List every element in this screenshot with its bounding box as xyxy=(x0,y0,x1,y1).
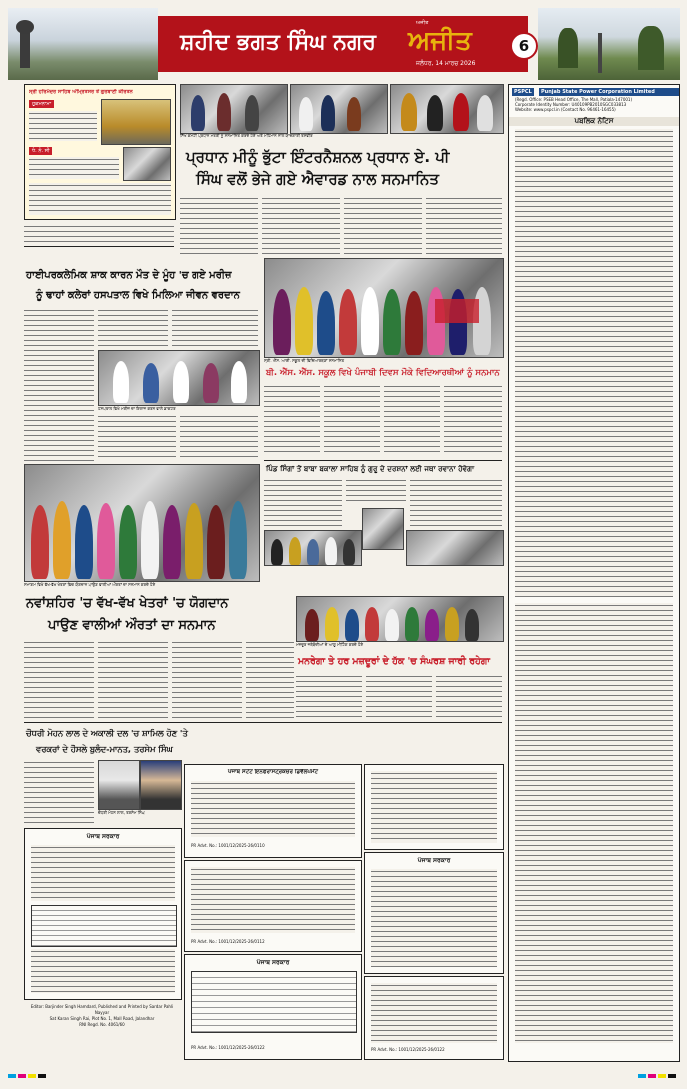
hospital-photo xyxy=(98,350,260,406)
gurbani-ad-person-photo xyxy=(123,147,171,181)
press-footer xyxy=(24,1004,180,1060)
story-4-col-3 xyxy=(410,478,502,528)
story-6-col-3 xyxy=(436,674,502,718)
punjab-sarkar-ad-left xyxy=(24,828,182,1000)
headline-7-line-2: ਵਰਕਰਾਂ ਦੇ ਹੌਸਲੇ ਬੁਲੰਦ-ਮਾਨਤ, ਤਰਸੇਮ ਸਿੰਘ xyxy=(36,744,173,754)
jatha-group-photo-2 xyxy=(406,530,504,566)
top-photo-1 xyxy=(180,84,288,134)
story-5-col-1 xyxy=(24,640,94,718)
pspcl-notice xyxy=(508,84,680,1062)
pspcl-logo: PSPCL xyxy=(514,89,532,95)
story-4-col-1 xyxy=(264,478,342,528)
pspcl-cin: Corporate Identity Number: U40109PB2010SGC033813 xyxy=(515,102,627,107)
headline-5-line-2: ਪਾਉਣ ਵਾਲੀਆਂ ਔਰਤਾਂ ਦਾ ਸਨਮਾਨ xyxy=(48,618,216,633)
print-color-bar xyxy=(8,1072,680,1080)
notice-ad-right-3-pr-no: PR Advt. No.: 1001/12/2025-26/0122 xyxy=(371,1047,445,1052)
tender-ad xyxy=(184,860,362,952)
gurbani-ad-label-2: ਧੰ. ਨੰ. ਸੀ xyxy=(29,147,52,155)
story-3-col-2 xyxy=(324,384,380,456)
press-code: RNI Regd. No. 4061/60 xyxy=(79,1022,125,1027)
women-photo-caption: ਸਮਾਗਮ ਵਿਖੇ ਵੱਖ-ਵੱਖ ਖੇਤਰਾਂ ਵਿਚ ਯੋਗਦਾਨ ਪਾਉਣ ਵਾਲੀਆਂ ਔਰਤਾਂ ਦਾ ਸਨਮਾਨ ਕਰਦੇ ਹੋਏ xyxy=(24,582,156,587)
headline-7-line-1: ਚੌਧਰੀ ਮੋਹਨ ਲਾਲ ਦੇ ਅਕਾਲੀ ਦਲ 'ਚ ਸ਼ਾਮਿਲ ਹੋਣ 'ਤੇ xyxy=(26,728,188,738)
story-1-col-3 xyxy=(344,196,422,256)
gurbani-ad-text xyxy=(29,111,97,141)
press-line-2: Sat Karan Singh Rai, Plot No. 1, Mall Road, Jalandhar xyxy=(49,1016,155,1021)
pspcl-regd-office: (Regd. Office: PSEB Head Office, The Mall, Patiala-147001) xyxy=(515,97,633,102)
story-6-col-1 xyxy=(296,674,362,718)
jatha-small-photo xyxy=(362,508,404,550)
leader-photo-caption: ਚੌਧਰੀ ਮੋਹਨ ਲਾਲ, ਤਰਸੇਮ ਸਿੰਘ xyxy=(98,810,145,815)
headline-2-line-2: ਨੂੰ ਢਾਹਾਂ ਕਲੇਰਾਂ ਹਸਪਤਾਲ ਵਿਖੇ ਮਿਲਿਆ ਜੀਵਨ ਵਰਦਾਨ xyxy=(36,290,240,301)
top-photo-3 xyxy=(390,84,504,134)
section-title: ਸ਼ਹੀਦ ਭਗਤ ਸਿੰਘ ਨਗਰ xyxy=(180,30,377,55)
leader-photo-2 xyxy=(140,760,182,810)
protest-photo-caption: ਮਜ਼ਦੂਰ ਜਥੇਬੰਦੀਆਂ ਦੇ ਆਗੂ ਮੀਟਿੰਗ ਕਰਦੇ ਹੋਏ xyxy=(296,642,364,647)
press-line-1: Editor: Barjinder Singh Hamdard, Published and Printed by Sardar Pahli Nayyar xyxy=(30,1004,174,1015)
infrastructure-ad xyxy=(184,764,362,858)
women-group-photo xyxy=(24,464,260,582)
story-3-col-3 xyxy=(384,384,440,456)
story-1-col-4 xyxy=(426,196,502,256)
top-photo-2 xyxy=(290,84,388,134)
pspcl-notice-title: ਪਬਲਿਕ ਨੋਟਿਸ xyxy=(509,117,679,126)
leader-photo-1 xyxy=(98,760,140,810)
students-photo-caption: ਸ੍ਰੀ. ਐੱਸ. ਆਈ. ਸਕੂਲ ਦੀ ਵਿਦਿਆਰਥਣਾਂ ਸਨਮਾਨਿਤ xyxy=(264,358,345,363)
headline-5-line-1: ਨਵਾਂਸ਼ਹਿਰ 'ਚ ਵੱਖ-ਵੱਖ ਖੇਤਰਾਂ 'ਚ ਯੋਗਦਾਨ xyxy=(26,596,229,611)
headline-2-line-1: ਹਾਈਪਰਕਲੇਮਿਕ ਸ਼ਾਕ ਕਾਰਨ ਮੌਤ ਦੇ ਮੂੰਹ 'ਚ ਗਏ ਮਰੀਜ਼ xyxy=(26,270,232,281)
page-number-badge xyxy=(510,32,538,60)
pspcl-notice-body-2 xyxy=(515,603,673,1043)
masthead-banner xyxy=(158,16,528,72)
story-2-col-3 xyxy=(172,308,258,348)
notice-ad-right-2: ਪੰਜਾਬ ਸਰਕਾਰ xyxy=(364,852,504,974)
brand-small-label: ਅਜੀਤ xyxy=(416,20,429,26)
masthead-right-photo xyxy=(538,8,680,80)
gurbani-ad-text-3 xyxy=(29,183,171,215)
gurbani-ad xyxy=(24,84,176,220)
story-3-col-1 xyxy=(264,384,320,456)
gurbani-ad-text-2 xyxy=(29,157,119,179)
story-1-col-2 xyxy=(262,196,340,256)
tender-ad-pr-no: PR Advt. No.: 1001/12/2025-26/0112 xyxy=(191,939,265,944)
punjab-sarkar-ad-mid xyxy=(184,954,362,1060)
gurbani-ad-label-1: ਹੁਕਮਨਾਮਾ xyxy=(29,100,54,108)
top-photo-caption: ਸਿੱਖ ਕਮੇਟੀ ਪ੍ਰਧਾਨ ਮੰਤਰੀ ਨੂੰ ਸਨਮਾਨਿਤ ਕਰਦੇ ਹੋਏ ਅਤੇ ਮਹਿਮਾਨ ਨਾਲ ਯਾਦਗਾਰੀ ਤਸਵੀਰ xyxy=(180,133,313,138)
masthead-left-photo xyxy=(8,8,158,80)
left-story-text xyxy=(24,224,174,242)
notice-ad-right-1 xyxy=(364,764,504,850)
jatha-group-photo xyxy=(264,530,362,566)
story-5-col-2 xyxy=(98,640,168,718)
date-line: ਜਲੰਧਰ, 14 ਮਾਰਚ 2026 xyxy=(416,60,476,67)
story-3-col-4 xyxy=(444,384,502,456)
story-1-col-1 xyxy=(180,196,258,256)
pspcl-website: Website: www.pspcl.in (Contact No. 96461-16455) xyxy=(515,107,616,112)
gurbani-ad-title: ਸ੍ਰੀ ਹਰਿਮੰਦਰ ਸਾਹਿਬ ਅੰਮ੍ਰਿਤਸਰ ਤੋਂ ਗੁਰਬਾਣੀ ਕੀਰਤਨ xyxy=(29,89,133,95)
golden-temple-photo xyxy=(101,99,171,145)
headline-4: ਪਿੰਡ ਸਿੰਗਾਂ ਤੋਂ ਬਾਬਾ ਬਕਾਲਾ ਸਾਹਿਬ ਨੂੰ ਗੁਰੂ ਦੇ ਦਰਸ਼ਨਾਂ ਲਈ ਜਥਾ ਰਵਾਨਾ ਹੋਵੇਗਾ xyxy=(266,464,475,473)
infrastructure-ad-pr-no: PR Advt. No.: 1001/12/2025-26/0110 xyxy=(191,843,265,848)
punjab-sarkar-ad-mid-title: ਪੰਜਾਬ ਸਰਕਾਰ xyxy=(256,959,290,966)
infrastructure-ad-title: ਪੰਜਾਬ ਸਟੇਟ ਇਨਫਰਾਸਟ੍ਰਕਚਰ ਡਿਵੈਲਪਮੈਂਟ xyxy=(227,769,319,775)
story-2-col-4 xyxy=(98,414,176,460)
notice-ad-right-3 xyxy=(364,976,504,1060)
masthead xyxy=(8,8,680,80)
story-5-col-3 xyxy=(172,640,242,718)
punjab-sarkar-ad-left-title: ਪੰਜਾਬ ਸਰਕਾਰ xyxy=(86,833,120,840)
protest-photo xyxy=(296,596,504,642)
punjab-sarkar-ad-mid-pr-no: PR Advt. No.: 1001/12/2025-26/0122 xyxy=(191,1045,265,1050)
students-group-photo xyxy=(264,258,504,358)
headline-1-line-2: ਸਿੰਘ ਵਲੋਂ ਭੇਜੇ ਗਏ ਐਵਾਰਡ ਨਾਲ ਸਨਮਾਨਿਤ xyxy=(196,170,439,188)
headline-6: ਮਨਰੇਗਾ ਤੇ ਹਰ ਮਜ਼ਦੂਰਾਂ ਦੇ ਹੱਕ 'ਚ ਸੰਘਰਸ਼ ਜਾਰੀ ਰਹੇਗਾ xyxy=(298,656,490,667)
pspcl-notice-body-1 xyxy=(515,129,673,597)
story-4-col-2 xyxy=(346,478,406,504)
pspcl-company-name: Punjab State Power Corporation Limited xyxy=(539,88,679,96)
headline-1-line-1: ਪ੍ਰਧਾਨ ਮੀਨੂੰ ਭੁੱਟਾ ਇੰਟਰਨੈਸ਼ਨਲ ਪ੍ਰਧਾਨ ਏ. ਪੀ xyxy=(186,148,450,166)
story-2-col-5 xyxy=(180,414,258,460)
story-2-col-2 xyxy=(98,308,168,348)
story-6-col-2 xyxy=(366,674,432,718)
page-number: 6 xyxy=(518,37,530,55)
brand-logo: ਅਜੀਤ xyxy=(408,26,472,56)
hospital-photo-caption: ਹਸਪਤਾਲ ਵਿਖੇ ਮਰੀਜ਼ ਦਾ ਇਲਾਜ ਕਰਨ ਵਾਲੇ ਡਾਕਟਰ xyxy=(98,406,176,411)
headline-3: ਬੀ. ਐੱਸ. ਐੱਸ. ਸਕੂਲ ਵਿਖੇ ਪੰਜਾਬੀ ਦਿਵਸ ਮੌਕੇ ਵਿਦਿਆਰਥੀਆਂ ਨੂੰ ਸਨਮਾਨ xyxy=(266,368,500,378)
story-7-col-1 xyxy=(24,760,94,824)
story-5-col-4 xyxy=(246,640,294,718)
